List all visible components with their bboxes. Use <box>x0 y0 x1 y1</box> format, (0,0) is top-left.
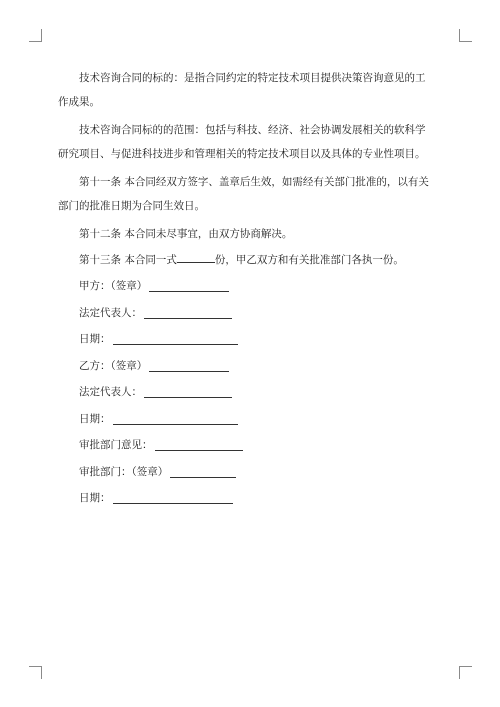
approval-opinion-line <box>155 438 243 451</box>
legal-rep-1-row <box>79 301 430 325</box>
party-b-signature-row <box>79 354 430 378</box>
date-1-label: 日期： <box>79 333 111 345</box>
article-13-text-before: 第十三条 本合同一式 <box>79 254 177 266</box>
copies-count-blank <box>177 250 215 263</box>
date-2-line <box>113 412 238 425</box>
approval-dept-row <box>79 460 430 484</box>
crop-mark-top-left <box>29 29 42 42</box>
approval-opinion-label: 审批部门意见： <box>79 439 153 451</box>
approval-dept-line <box>170 465 236 478</box>
approval-opinion-row <box>79 433 430 457</box>
crop-mark-bottom-left <box>29 666 42 679</box>
paragraph-subject-definition: 技术咨询合同的标的：是指合同约定的特定技术项目提供决策咨询意见的工作成果。 <box>58 72 426 108</box>
date-3-line <box>113 491 233 504</box>
legal-rep-1-line <box>144 306 232 319</box>
party-a-signature-line <box>149 279 229 292</box>
paragraph-article-13 <box>58 248 430 272</box>
date-2-row <box>79 407 430 431</box>
approval-dept-label: 审批部门：（签章） <box>79 465 169 478</box>
date-3-row <box>79 486 430 510</box>
legal-rep-2-row <box>79 380 430 404</box>
paragraph-article-12: 第十二条 本合同未尽事宜，由双方协商解决。 <box>79 228 293 240</box>
article-13-text-after: 份，甲乙双方和有关批准部门各执一份。 <box>214 254 404 266</box>
document-body <box>58 66 430 513</box>
party-b-signature-line <box>149 359 229 372</box>
date-1-row <box>79 327 430 351</box>
legal-rep-1-label: 法定代表人： <box>79 306 142 319</box>
paragraph-article-11: 第十一条 本合同经双方签字、盖章后生效，如需经有关部门批准的，以有关部门的批准日期为合同生效日。 <box>58 176 429 212</box>
party-b-label: 乙方：（签章） <box>79 359 148 372</box>
party-a-signature-row <box>79 274 430 298</box>
date-3-label: 日期： <box>79 492 111 504</box>
crop-mark-bottom-right <box>459 666 472 679</box>
date-1-line <box>113 332 238 345</box>
paragraph-subject-scope: 技术咨询合同标的的范围：包括与科技、经济、社会协调发展相关的软科学研究项目、与促进科技进步和管理相关的特定技术项目以及具体的专业性项目。 <box>58 124 426 160</box>
party-a-label: 甲方：（签章） <box>79 280 148 292</box>
crop-mark-top-right <box>459 29 472 42</box>
legal-rep-2-line <box>144 385 232 398</box>
legal-rep-2-label: 法定代表人： <box>79 386 142 398</box>
date-2-label: 日期： <box>79 412 111 425</box>
